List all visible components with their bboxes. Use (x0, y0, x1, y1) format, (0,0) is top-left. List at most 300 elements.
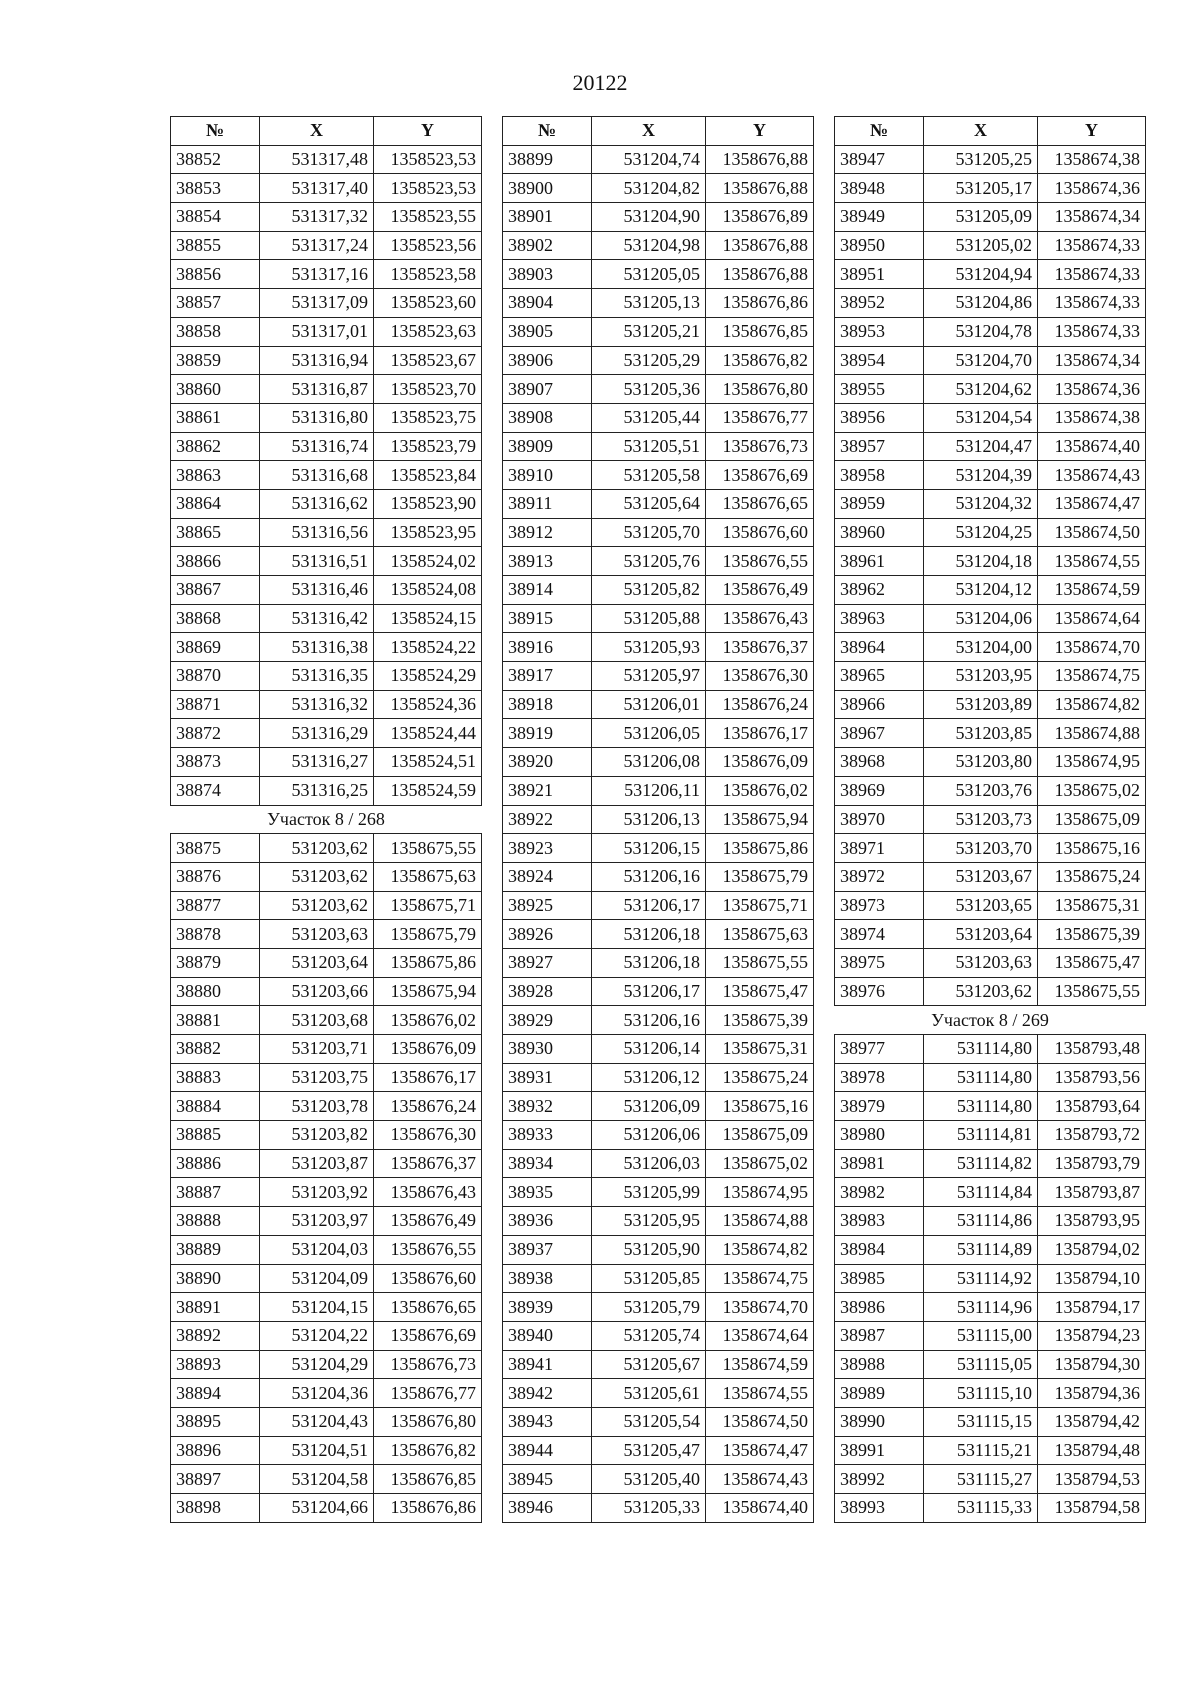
table-row (503, 1379, 814, 1408)
y-coordinate-cell: 1358675,31 (706, 1035, 814, 1064)
table-row (171, 1092, 482, 1121)
y-coordinate-cell: 1358675,63 (374, 862, 482, 891)
x-coordinate-cell: 531114,86 (924, 1207, 1038, 1236)
point-number-cell: 38983 (835, 1207, 924, 1236)
x-coordinate-cell: 531203,67 (924, 862, 1038, 891)
x-coordinate-cell: 531204,74 (592, 145, 706, 174)
point-number-cell: 38976 (835, 977, 924, 1006)
y-coordinate-cell: 1358674,43 (706, 1465, 814, 1494)
point-number-cell: 38937 (503, 1235, 592, 1264)
point-number-cell: 38938 (503, 1264, 592, 1293)
point-number-cell: 38915 (503, 604, 592, 633)
point-number-cell: 38946 (503, 1494, 592, 1523)
y-coordinate-cell: 1358676,88 (706, 174, 814, 203)
table-row (503, 1207, 814, 1236)
coordinates-table-2 (502, 116, 814, 1523)
table-row (171, 776, 482, 805)
point-number-cell: 38889 (171, 1235, 260, 1264)
y-coordinate-cell: 1358524,51 (374, 748, 482, 777)
y-coordinate-cell: 1358674,75 (1038, 662, 1146, 691)
y-coordinate-cell: 1358675,94 (706, 805, 814, 834)
table-row (835, 776, 1146, 805)
x-coordinate-cell: 531317,24 (260, 231, 374, 260)
point-number-cell: 38950 (835, 231, 924, 260)
x-coordinate-cell: 531206,06 (592, 1121, 706, 1150)
y-coordinate-cell: 1358675,16 (1038, 834, 1146, 863)
point-number-cell: 38900 (503, 174, 592, 203)
y-coordinate-cell: 1358524,59 (374, 776, 482, 805)
x-coordinate-cell: 531205,17 (924, 174, 1038, 203)
table-row (835, 1092, 1146, 1121)
point-number-cell: 38979 (835, 1092, 924, 1121)
point-number-cell: 38980 (835, 1121, 924, 1150)
y-coordinate-cell: 1358676,86 (706, 289, 814, 318)
y-coordinate-cell: 1358674,43 (1038, 461, 1146, 490)
y-coordinate-cell: 1358676,17 (706, 719, 814, 748)
x-coordinate-cell: 531114,81 (924, 1121, 1038, 1150)
y-coordinate-cell: 1358523,70 (374, 375, 482, 404)
y-coordinate-cell: 1358676,88 (706, 231, 814, 260)
column-header-y: Y (706, 117, 814, 146)
x-coordinate-cell: 531205,25 (924, 145, 1038, 174)
coordinates-table-3 (834, 116, 1146, 1523)
x-coordinate-cell: 531316,56 (260, 518, 374, 547)
x-coordinate-cell: 531205,79 (592, 1293, 706, 1322)
table-row (503, 518, 814, 547)
table-row (503, 891, 814, 920)
table-row (835, 1178, 1146, 1207)
point-number-cell: 38969 (835, 776, 924, 805)
point-number-cell: 38899 (503, 145, 592, 174)
point-number-cell: 38871 (171, 690, 260, 719)
table-row (835, 862, 1146, 891)
x-coordinate-cell: 531114,82 (924, 1149, 1038, 1178)
table-row (171, 1006, 482, 1035)
y-coordinate-cell: 1358675,55 (706, 948, 814, 977)
x-coordinate-cell: 531204,25 (924, 518, 1038, 547)
x-coordinate-cell: 531204,82 (592, 174, 706, 203)
y-coordinate-cell: 1358676,60 (374, 1264, 482, 1293)
y-coordinate-cell: 1358676,37 (706, 633, 814, 662)
table-row (503, 231, 814, 260)
x-coordinate-cell: 531205,13 (592, 289, 706, 318)
y-coordinate-cell: 1358675,86 (374, 948, 482, 977)
x-coordinate-cell: 531316,94 (260, 346, 374, 375)
x-coordinate-cell: 531115,05 (924, 1350, 1038, 1379)
x-coordinate-cell: 531316,35 (260, 662, 374, 691)
table-row (835, 289, 1146, 318)
table-row (835, 1293, 1146, 1322)
table-row (171, 1465, 482, 1494)
y-coordinate-cell: 1358676,02 (374, 1006, 482, 1035)
y-coordinate-cell: 1358523,53 (374, 174, 482, 203)
x-coordinate-cell: 531205,09 (924, 203, 1038, 232)
y-coordinate-cell: 1358675,94 (374, 977, 482, 1006)
table-row (835, 662, 1146, 691)
y-coordinate-cell: 1358675,24 (1038, 862, 1146, 891)
y-coordinate-cell: 1358676,89 (706, 203, 814, 232)
table-row (835, 834, 1146, 863)
y-coordinate-cell: 1358524,29 (374, 662, 482, 691)
point-number-cell: 38897 (171, 1465, 260, 1494)
x-coordinate-cell: 531203,64 (924, 920, 1038, 949)
table-row (171, 1235, 482, 1264)
y-coordinate-cell: 1358676,37 (374, 1149, 482, 1178)
point-number-cell: 38887 (171, 1178, 260, 1207)
point-number-cell: 38974 (835, 920, 924, 949)
table-row (835, 1407, 1146, 1436)
point-number-cell: 38888 (171, 1207, 260, 1236)
point-number-cell: 38908 (503, 403, 592, 432)
y-coordinate-cell: 1358676,69 (706, 461, 814, 490)
y-coordinate-cell: 1358524,22 (374, 633, 482, 662)
table-row (835, 1321, 1146, 1350)
x-coordinate-cell: 531205,88 (592, 604, 706, 633)
point-number-cell: 38892 (171, 1321, 260, 1350)
x-coordinate-cell: 531316,68 (260, 461, 374, 490)
x-coordinate-cell: 531316,27 (260, 748, 374, 777)
point-number-cell: 38932 (503, 1092, 592, 1121)
table-row (171, 1350, 482, 1379)
x-coordinate-cell: 531204,90 (592, 203, 706, 232)
y-coordinate-cell: 1358674,64 (706, 1321, 814, 1350)
table-row (503, 403, 814, 432)
point-number-cell: 38857 (171, 289, 260, 318)
point-number-cell: 38943 (503, 1407, 592, 1436)
point-number-cell: 38856 (171, 260, 260, 289)
x-coordinate-cell: 531204,66 (260, 1494, 374, 1523)
point-number-cell: 38904 (503, 289, 592, 318)
point-number-cell: 38859 (171, 346, 260, 375)
table-row (503, 461, 814, 490)
x-coordinate-cell: 531204,03 (260, 1235, 374, 1264)
point-number-cell: 38941 (503, 1350, 592, 1379)
point-number-cell: 38874 (171, 776, 260, 805)
table-row (835, 489, 1146, 518)
table-row (503, 1178, 814, 1207)
table-row (171, 1379, 482, 1408)
table-row (503, 748, 814, 777)
y-coordinate-cell: 1358676,69 (374, 1321, 482, 1350)
x-coordinate-cell: 531205,74 (592, 1321, 706, 1350)
y-coordinate-cell: 1358674,40 (706, 1494, 814, 1523)
x-coordinate-cell: 531317,16 (260, 260, 374, 289)
table-row (835, 948, 1146, 977)
x-coordinate-cell: 531205,05 (592, 260, 706, 289)
table-row (503, 576, 814, 605)
point-number-cell: 38978 (835, 1063, 924, 1092)
y-coordinate-cell: 1358674,33 (1038, 317, 1146, 346)
point-number-cell: 38879 (171, 948, 260, 977)
table-row (835, 346, 1146, 375)
x-coordinate-cell: 531204,78 (924, 317, 1038, 346)
table-row (835, 174, 1146, 203)
point-number-cell: 38860 (171, 375, 260, 404)
point-number-cell: 38926 (503, 920, 592, 949)
x-coordinate-cell: 531203,63 (260, 920, 374, 949)
x-coordinate-cell: 531204,32 (924, 489, 1038, 518)
point-number-cell: 38853 (171, 174, 260, 203)
y-coordinate-cell: 1358674,36 (1038, 375, 1146, 404)
table-row (503, 920, 814, 949)
table-row (835, 203, 1146, 232)
table-row (835, 1494, 1146, 1523)
x-coordinate-cell: 531316,80 (260, 403, 374, 432)
table-row (503, 862, 814, 891)
x-coordinate-cell: 531206,15 (592, 834, 706, 863)
point-number-cell: 38893 (171, 1350, 260, 1379)
point-number-cell: 38929 (503, 1006, 592, 1035)
x-coordinate-cell: 531203,62 (260, 834, 374, 863)
point-number-cell: 38968 (835, 748, 924, 777)
x-coordinate-cell: 531115,00 (924, 1321, 1038, 1350)
point-number-cell: 38868 (171, 604, 260, 633)
column-header-x: X (924, 117, 1038, 146)
y-coordinate-cell: 1358675,79 (706, 862, 814, 891)
table-row (171, 547, 482, 576)
point-number-cell: 38966 (835, 690, 924, 719)
y-coordinate-cell: 1358674,50 (706, 1407, 814, 1436)
table-row (503, 1465, 814, 1494)
point-number-cell: 38985 (835, 1264, 924, 1293)
table-row (171, 432, 482, 461)
point-number-cell: 38972 (835, 862, 924, 891)
x-coordinate-cell: 531204,06 (924, 604, 1038, 633)
point-number-cell: 38855 (171, 231, 260, 260)
x-coordinate-cell: 531205,61 (592, 1379, 706, 1408)
table-row (171, 461, 482, 490)
point-number-cell: 38940 (503, 1321, 592, 1350)
table-row (171, 1035, 482, 1064)
table-row (503, 719, 814, 748)
point-number-cell: 38954 (835, 346, 924, 375)
point-number-cell: 38965 (835, 662, 924, 691)
y-coordinate-cell: 1358794,53 (1038, 1465, 1146, 1494)
point-number-cell: 38970 (835, 805, 924, 834)
table-row (503, 174, 814, 203)
y-coordinate-cell: 1358674,33 (1038, 231, 1146, 260)
x-coordinate-cell: 531205,54 (592, 1407, 706, 1436)
x-coordinate-cell: 531114,84 (924, 1178, 1038, 1207)
table-row (503, 690, 814, 719)
y-coordinate-cell: 1358676,43 (374, 1178, 482, 1207)
point-number-cell: 38864 (171, 489, 260, 518)
table-row (503, 805, 814, 834)
y-coordinate-cell: 1358674,50 (1038, 518, 1146, 547)
x-coordinate-cell: 531205,70 (592, 518, 706, 547)
table-row (171, 289, 482, 318)
table-row (503, 489, 814, 518)
section-row (835, 1006, 1146, 1035)
point-number-cell: 38923 (503, 834, 592, 863)
x-coordinate-cell: 531204,22 (260, 1321, 374, 1350)
x-coordinate-cell: 531203,62 (260, 891, 374, 920)
table-row (503, 547, 814, 576)
y-coordinate-cell: 1358676,73 (374, 1350, 482, 1379)
y-coordinate-cell: 1358523,60 (374, 289, 482, 318)
section-row (171, 805, 482, 834)
x-coordinate-cell: 531204,39 (924, 461, 1038, 490)
y-coordinate-cell: 1358676,86 (374, 1494, 482, 1523)
y-coordinate-cell: 1358675,39 (706, 1006, 814, 1035)
table-row (835, 375, 1146, 404)
point-number-cell: 38934 (503, 1149, 592, 1178)
x-coordinate-cell: 531206,16 (592, 1006, 706, 1035)
x-coordinate-cell: 531205,21 (592, 317, 706, 346)
table-row (503, 1407, 814, 1436)
point-number-cell: 38959 (835, 489, 924, 518)
point-number-cell: 38993 (835, 1494, 924, 1523)
x-coordinate-cell: 531316,62 (260, 489, 374, 518)
y-coordinate-cell: 1358676,09 (706, 748, 814, 777)
y-coordinate-cell: 1358524,36 (374, 690, 482, 719)
table-row (171, 1121, 482, 1150)
table-row (835, 1149, 1146, 1178)
x-coordinate-cell: 531316,87 (260, 375, 374, 404)
table-row (503, 1063, 814, 1092)
point-number-cell: 38920 (503, 748, 592, 777)
x-coordinate-cell: 531205,93 (592, 633, 706, 662)
table-row (171, 862, 482, 891)
y-coordinate-cell: 1358794,17 (1038, 1293, 1146, 1322)
table-row (835, 748, 1146, 777)
point-number-cell: 38910 (503, 461, 592, 490)
y-coordinate-cell: 1358674,59 (706, 1350, 814, 1379)
x-coordinate-cell: 531204,29 (260, 1350, 374, 1379)
table-row (171, 489, 482, 518)
table-row (171, 174, 482, 203)
y-coordinate-cell: 1358523,90 (374, 489, 482, 518)
table-row (503, 662, 814, 691)
x-coordinate-cell: 531203,62 (260, 862, 374, 891)
y-coordinate-cell: 1358676,73 (706, 432, 814, 461)
table-row (171, 690, 482, 719)
table-row (835, 977, 1146, 1006)
y-coordinate-cell: 1358676,65 (374, 1293, 482, 1322)
point-number-cell: 38875 (171, 834, 260, 863)
section-label: Участок 8 / 268 (171, 805, 482, 834)
x-coordinate-cell: 531114,80 (924, 1035, 1038, 1064)
point-number-cell: 38945 (503, 1465, 592, 1494)
point-number-cell: 38869 (171, 633, 260, 662)
table-row (835, 1465, 1146, 1494)
table-row (503, 1321, 814, 1350)
y-coordinate-cell: 1358793,95 (1038, 1207, 1146, 1236)
table-row (503, 948, 814, 977)
table-row (171, 317, 482, 346)
x-coordinate-cell: 531205,85 (592, 1264, 706, 1293)
y-coordinate-cell: 1358676,17 (374, 1063, 482, 1092)
table-row (835, 231, 1146, 260)
x-coordinate-cell: 531114,80 (924, 1092, 1038, 1121)
y-coordinate-cell: 1358794,10 (1038, 1264, 1146, 1293)
point-number-cell: 38975 (835, 948, 924, 977)
x-coordinate-cell: 531203,92 (260, 1178, 374, 1207)
y-coordinate-cell: 1358524,08 (374, 576, 482, 605)
point-number-cell: 38928 (503, 977, 592, 1006)
x-coordinate-cell: 531205,64 (592, 489, 706, 518)
x-coordinate-cell: 531204,98 (592, 231, 706, 260)
table-row (503, 1436, 814, 1465)
y-coordinate-cell: 1358524,44 (374, 719, 482, 748)
point-number-cell: 38905 (503, 317, 592, 346)
table-row (835, 1063, 1146, 1092)
x-coordinate-cell: 531316,38 (260, 633, 374, 662)
y-coordinate-cell: 1358674,55 (706, 1379, 814, 1408)
table-row (171, 633, 482, 662)
y-coordinate-cell: 1358675,86 (706, 834, 814, 863)
table-row (835, 518, 1146, 547)
x-coordinate-cell: 531317,48 (260, 145, 374, 174)
table-row (171, 403, 482, 432)
point-number-cell: 38951 (835, 260, 924, 289)
y-coordinate-cell: 1358793,56 (1038, 1063, 1146, 1092)
x-coordinate-cell: 531114,80 (924, 1063, 1038, 1092)
y-coordinate-cell: 1358674,55 (1038, 547, 1146, 576)
y-coordinate-cell: 1358676,43 (706, 604, 814, 633)
table-row (835, 317, 1146, 346)
point-number-cell: 38901 (503, 203, 592, 232)
y-coordinate-cell: 1358674,33 (1038, 260, 1146, 289)
y-coordinate-cell: 1358675,02 (706, 1149, 814, 1178)
table-row (503, 1264, 814, 1293)
x-coordinate-cell: 531115,33 (924, 1494, 1038, 1523)
x-coordinate-cell: 531204,18 (924, 547, 1038, 576)
x-coordinate-cell: 531316,51 (260, 547, 374, 576)
y-coordinate-cell: 1358676,88 (706, 260, 814, 289)
y-coordinate-cell: 1358674,70 (1038, 633, 1146, 662)
x-coordinate-cell: 531317,40 (260, 174, 374, 203)
x-coordinate-cell: 531205,47 (592, 1436, 706, 1465)
point-number-cell: 38961 (835, 547, 924, 576)
table-row (503, 977, 814, 1006)
x-coordinate-cell: 531206,18 (592, 920, 706, 949)
x-coordinate-cell: 531206,13 (592, 805, 706, 834)
point-number-cell: 38931 (503, 1063, 592, 1092)
x-coordinate-cell: 531206,09 (592, 1092, 706, 1121)
y-coordinate-cell: 1358523,53 (374, 145, 482, 174)
table-row (171, 375, 482, 404)
point-number-cell: 38988 (835, 1350, 924, 1379)
x-coordinate-cell: 531205,40 (592, 1465, 706, 1494)
x-coordinate-cell: 531203,82 (260, 1121, 374, 1150)
point-number-cell: 38913 (503, 547, 592, 576)
x-coordinate-cell: 531205,44 (592, 403, 706, 432)
point-number-cell: 38858 (171, 317, 260, 346)
y-coordinate-cell: 1358676,85 (374, 1465, 482, 1494)
x-coordinate-cell: 531205,97 (592, 662, 706, 691)
point-number-cell: 38912 (503, 518, 592, 547)
point-number-cell: 38898 (171, 1494, 260, 1523)
table-row (835, 633, 1146, 662)
y-coordinate-cell: 1358675,31 (1038, 891, 1146, 920)
point-number-cell: 38907 (503, 375, 592, 404)
table-row (835, 891, 1146, 920)
point-number-cell: 38895 (171, 1407, 260, 1436)
column-header-number: № (171, 117, 260, 146)
y-coordinate-cell: 1358674,95 (1038, 748, 1146, 777)
x-coordinate-cell: 531206,03 (592, 1149, 706, 1178)
table-row (171, 834, 482, 863)
table-row (503, 1035, 814, 1064)
y-coordinate-cell: 1358676,77 (374, 1379, 482, 1408)
point-number-cell: 38882 (171, 1035, 260, 1064)
y-coordinate-cell: 1358674,47 (706, 1436, 814, 1465)
point-number-cell: 38909 (503, 432, 592, 461)
table-row (835, 403, 1146, 432)
y-coordinate-cell: 1358675,55 (1038, 977, 1146, 1006)
point-number-cell: 38902 (503, 231, 592, 260)
